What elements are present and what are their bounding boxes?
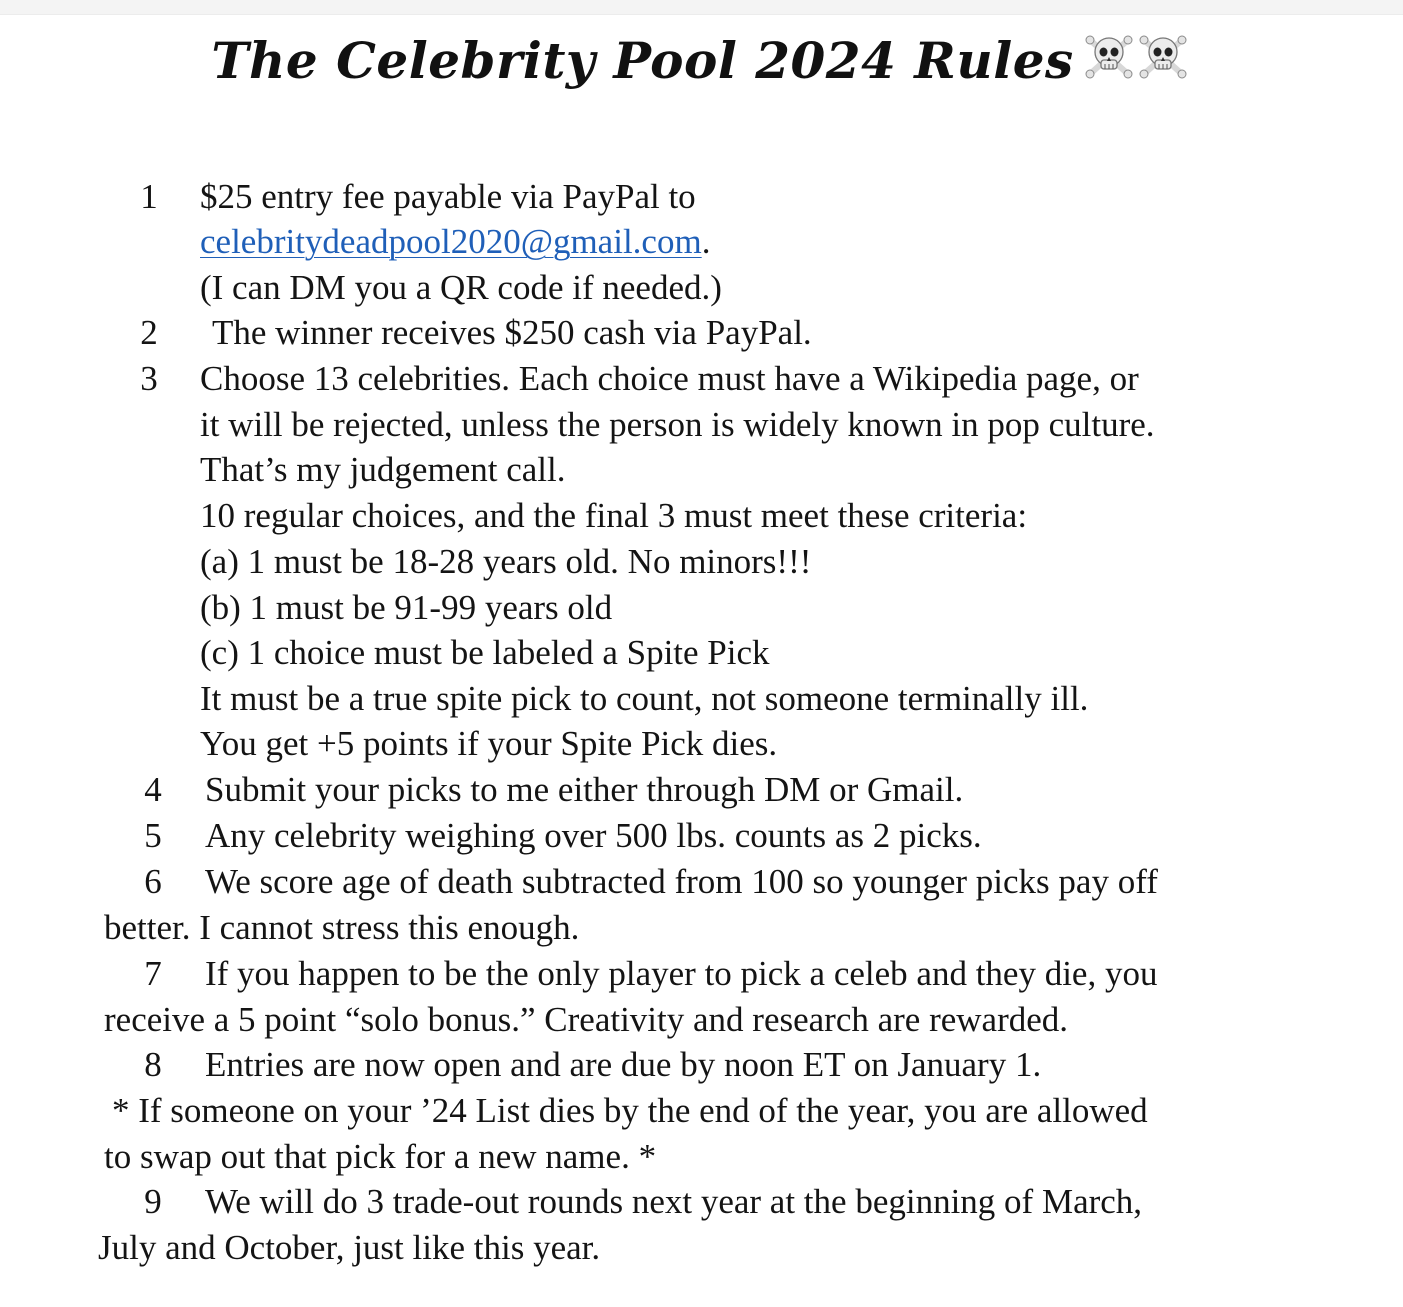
rule-number: 2 <box>140 313 158 352</box>
rule-3-line: 10 regular choices, and the final 3 must meet these criteria: <box>200 496 1028 535</box>
rule-3-line: Choose 13 celebrities. Each choice must have a Wikipedia page, or <box>200 359 1139 398</box>
title-emoji-group <box>1084 30 1192 85</box>
rule-3-line: You get +5 points if your Spite Pick dies. <box>200 724 778 763</box>
rule-number: 5 <box>144 816 162 855</box>
swap-note-line-1: * If someone on your ’24 List dies by the end of the year, you are allowed <box>112 1091 1148 1130</box>
rule-number: 4 <box>144 770 162 809</box>
rule-1-line-1: $25 entry fee payable via PayPal to <box>200 177 696 216</box>
rule-3-criteria-a: (a) 1 must be 18-28 years old. No minors!!! <box>200 542 812 581</box>
top-edge-bar <box>0 0 1403 15</box>
page-title: The Celebrity Pool 2024 Rules <box>211 31 1074 90</box>
rule-4-text: Submit your picks to me either through DM or Gmail. <box>205 770 964 809</box>
rule-5-text: Any celebrity weighing over 500 lbs. counts as 2 picks. <box>205 816 982 855</box>
rule-3-criteria-b: (b) 1 must be 91-99 years old <box>200 588 613 627</box>
title-row <box>0 30 1403 90</box>
email-link[interactable]: celebritydeadpool2020@gmail.com <box>200 222 702 261</box>
rule-9-line-2: July and October, just like this year. <box>98 1228 601 1267</box>
rule-6-line-2: better. I cannot stress this enough. <box>104 908 580 947</box>
email-period: . <box>701 222 711 261</box>
rule-2-text: The winner receives $250 cash via PayPal. <box>212 313 812 352</box>
rule-number: 1 <box>140 177 158 216</box>
rule-8-text: Entries are now open and are due by noon ET on January 1. <box>205 1045 1042 1084</box>
rule-number: 6 <box>144 862 162 901</box>
rule-9-line-1: We will do 3 trade-out rounds next year at the beginning of March, <box>205 1182 1143 1221</box>
rule-number: 7 <box>144 954 162 993</box>
rule-3-line: It must be a true spite pick to count, not someone terminally ill. <box>200 679 1089 718</box>
rule-7-line-1: If you happen to be the only player to pick a celeb and they die, you <box>205 954 1158 993</box>
rule-number: 3 <box>140 359 158 398</box>
skull-and-crossbones-icon <box>1084 30 1134 80</box>
rule-7-line-2: receive a 5 point “solo bonus.” Creativity and research are rewarded. <box>104 1000 1069 1039</box>
swap-note-line-2: to swap out that pick for a new name. * <box>104 1137 657 1176</box>
skull-and-crossbones-icon <box>1138 30 1188 80</box>
rule-3-line: it will be rejected, unless the person is widely known in pop culture. <box>200 405 1155 444</box>
rule-3-criteria-c: (c) 1 choice must be labeled a Spite Pick <box>200 633 770 672</box>
rule-1-email-line <box>200 220 710 264</box>
rule-1-line-3: (I can DM you a QR code if needed.) <box>200 268 722 307</box>
rule-6-line-1: We score age of death subtracted from 100 so younger picks pay off <box>205 862 1158 901</box>
rule-3-line: That’s my judgement call. <box>200 450 566 489</box>
rule-number: 8 <box>144 1045 162 1084</box>
rule-number: 9 <box>144 1182 162 1221</box>
